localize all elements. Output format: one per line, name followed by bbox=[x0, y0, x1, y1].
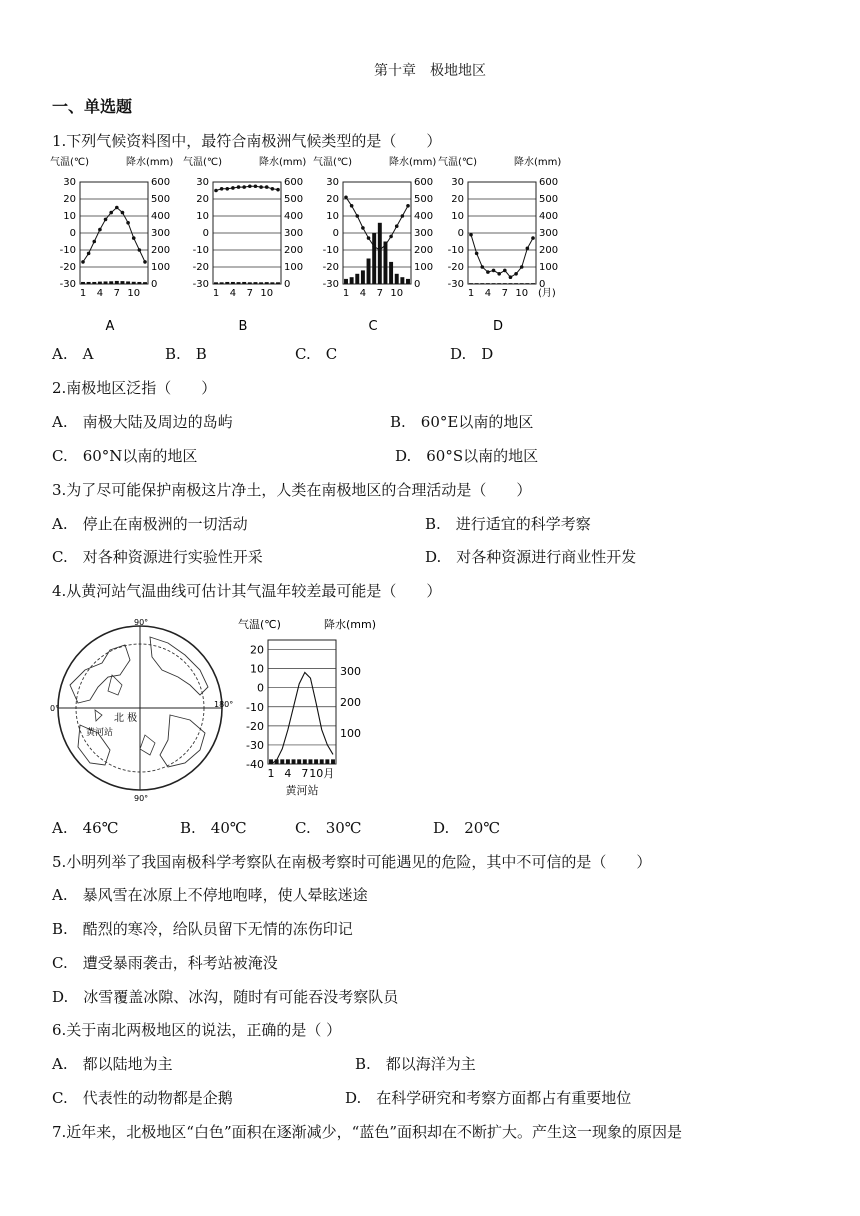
precip-bar bbox=[514, 283, 518, 284]
precip-bar bbox=[109, 281, 113, 284]
precip-tick-label: 400 bbox=[151, 211, 171, 222]
q4-option-c[interactable]: C. 30℃ bbox=[295, 819, 362, 837]
month-tick-label: 1 bbox=[342, 288, 350, 299]
temp-point bbox=[344, 196, 348, 200]
temp-point bbox=[92, 240, 96, 244]
temp-tick-label: -20 bbox=[192, 262, 209, 273]
station-temp-tick: 10 bbox=[250, 662, 264, 676]
climate-chart-d bbox=[438, 155, 561, 334]
month-tick-label: 10 bbox=[390, 288, 404, 299]
temp-point bbox=[526, 247, 530, 251]
temp-point bbox=[126, 221, 130, 225]
station-month-tick: 4 bbox=[284, 767, 292, 780]
precip-tick-label: 0 bbox=[539, 279, 546, 290]
station-month-tick: 1 bbox=[267, 767, 275, 780]
precip-tick-label: 500 bbox=[414, 194, 434, 205]
temp-point bbox=[104, 218, 108, 222]
precip-tick-label: 500 bbox=[539, 194, 559, 205]
temp-point bbox=[406, 204, 410, 208]
q2-option-c[interactable]: C. 60°N以南的地区 bbox=[52, 447, 198, 465]
precip-bar bbox=[126, 281, 130, 284]
q3-option-b[interactable]: B. 进行适宜的科学考察 bbox=[425, 515, 591, 533]
temp-tick-label: -30 bbox=[322, 279, 339, 290]
precip-tick-label: 600 bbox=[284, 177, 304, 188]
station-plot-frame bbox=[268, 640, 336, 764]
q6-option-a[interactable]: A. 都以陆地为主 bbox=[52, 1055, 173, 1073]
temp-tick-label: 10 bbox=[451, 211, 464, 222]
precip-tick-label: 200 bbox=[414, 245, 434, 256]
temp-point bbox=[361, 226, 365, 230]
precip-bar bbox=[486, 283, 490, 284]
precip-bar bbox=[115, 281, 119, 284]
temp-point bbox=[401, 214, 405, 218]
precip-bar bbox=[248, 282, 252, 284]
temp-point bbox=[475, 252, 479, 256]
station-precip-axis-label: 降水(mm) bbox=[324, 618, 377, 631]
station-month-tick: 7 bbox=[301, 767, 309, 780]
page-title: 第十章 极地地区 bbox=[374, 63, 486, 79]
temp-point bbox=[220, 187, 224, 191]
temp-point bbox=[132, 236, 136, 240]
map-label-station: 黄河站 bbox=[86, 728, 114, 738]
precip-tick-label: 600 bbox=[151, 177, 171, 188]
temp-point bbox=[514, 272, 518, 276]
precip-bar bbox=[225, 282, 229, 284]
precip-bar bbox=[497, 283, 501, 284]
month-tick-label: 7 bbox=[501, 288, 509, 299]
precip-bar bbox=[132, 282, 136, 284]
precip-bar bbox=[475, 283, 479, 284]
temp-tick-label: -20 bbox=[447, 262, 464, 273]
precip-tick-label: 100 bbox=[151, 262, 171, 273]
q4-option-a[interactable]: A. 46℃ bbox=[52, 819, 119, 837]
precip-tick-label: 600 bbox=[539, 177, 559, 188]
precip-tick-label: 0 bbox=[414, 279, 421, 290]
precip-tick-label: 100 bbox=[539, 262, 559, 273]
month-tick-label: 10 bbox=[515, 288, 529, 299]
temp-point bbox=[121, 211, 125, 215]
temp-point bbox=[497, 272, 501, 276]
station-precip-bar bbox=[280, 759, 284, 764]
precip-bar bbox=[395, 274, 399, 284]
temp-point bbox=[503, 269, 507, 273]
station-temp-tick: -30 bbox=[246, 738, 264, 752]
temp-tick-label: 10 bbox=[326, 211, 339, 222]
temp-line bbox=[346, 197, 408, 250]
chart-caption: B bbox=[238, 319, 248, 334]
question-6-stem: 6.关于南北两极地区的说法，正确的是（ ） bbox=[52, 1021, 342, 1039]
precip-tick-label: 600 bbox=[414, 177, 434, 188]
temp-axis-label: 气温(℃) bbox=[50, 157, 90, 168]
temp-tick-label: 0 bbox=[202, 228, 209, 239]
q2-option-d[interactable]: D. 60°S以南的地区 bbox=[395, 447, 539, 465]
precip-tick-label: 300 bbox=[284, 228, 304, 239]
question-1-stem: 1.下列气候资料图中，最符合南极洲气候类型的是（ ） bbox=[52, 132, 442, 150]
temp-line bbox=[216, 186, 278, 190]
month-tick-label: 7 bbox=[376, 288, 384, 299]
map-label-0: 0° bbox=[50, 704, 60, 713]
q3-option-a[interactable]: A. 停止在南极洲的一切活动 bbox=[52, 515, 248, 533]
precip-bar bbox=[367, 259, 371, 285]
q6-option-d[interactable]: D. 在科学研究和考察方面都占有重要地位 bbox=[345, 1089, 632, 1107]
station-temp-tick: -20 bbox=[246, 719, 264, 733]
temp-point bbox=[265, 185, 269, 189]
precip-bar bbox=[214, 282, 218, 284]
temp-point bbox=[480, 265, 484, 269]
temp-point bbox=[214, 189, 218, 193]
precip-bar bbox=[265, 282, 269, 284]
precip-bar bbox=[355, 274, 359, 284]
question-2-stem: 2.南极地区泛指（ ） bbox=[52, 379, 217, 397]
climate-chart-a bbox=[50, 155, 173, 334]
temp-point bbox=[492, 269, 496, 273]
precip-bar bbox=[137, 282, 141, 284]
temp-line bbox=[471, 235, 533, 278]
temp-point bbox=[520, 265, 524, 269]
map-label-90-top: 90° bbox=[134, 618, 149, 627]
temp-point bbox=[395, 224, 399, 228]
precip-bar bbox=[259, 282, 263, 284]
precip-bar bbox=[400, 277, 404, 284]
q5-option-a[interactable]: A. 暴风雪在冰原上不停地咆哮，使人晕眩迷途 bbox=[52, 886, 368, 904]
precip-bar bbox=[372, 233, 376, 284]
temp-tick-label: 20 bbox=[196, 194, 209, 205]
temp-tick-label: 0 bbox=[457, 228, 464, 239]
q4-option-d[interactable]: D. 20℃ bbox=[433, 819, 501, 837]
precip-tick-label: 100 bbox=[414, 262, 434, 273]
station-precip-tick: 300 bbox=[340, 665, 361, 678]
precip-axis-label: 降水(mm) bbox=[259, 157, 307, 168]
precip-tick-label: 400 bbox=[284, 211, 304, 222]
precip-bar bbox=[378, 223, 382, 284]
temp-point bbox=[350, 204, 354, 208]
station-temp-tick: 0 bbox=[257, 681, 264, 695]
precip-tick-label: 400 bbox=[414, 211, 434, 222]
temp-tick-label: 0 bbox=[69, 228, 76, 239]
temp-point bbox=[389, 235, 393, 239]
precip-bar bbox=[406, 279, 410, 284]
temp-tick-label: 30 bbox=[326, 177, 339, 188]
temp-point bbox=[367, 236, 371, 240]
precip-tick-label: 300 bbox=[151, 228, 171, 239]
station-precip-bar bbox=[303, 759, 307, 764]
precip-bar bbox=[104, 281, 108, 284]
temp-tick-label: -30 bbox=[59, 279, 76, 290]
station-precip-bar bbox=[325, 759, 329, 764]
month-tick-label: 4 bbox=[96, 288, 104, 299]
precip-bar bbox=[120, 281, 124, 284]
month-tick-label: 1 bbox=[467, 288, 475, 299]
temp-point bbox=[486, 270, 490, 274]
chart-caption: C bbox=[368, 319, 378, 334]
precip-bar bbox=[469, 283, 473, 284]
section-heading: 一、单选题 bbox=[52, 97, 133, 116]
temp-tick-label: 30 bbox=[196, 177, 209, 188]
temp-point bbox=[355, 214, 359, 218]
precip-bar bbox=[531, 283, 535, 284]
station-month-tick: 10月 bbox=[309, 767, 335, 780]
precip-bar bbox=[389, 262, 393, 284]
precip-bar bbox=[87, 282, 91, 284]
temp-point bbox=[378, 248, 382, 252]
huanghe-station-chart bbox=[232, 612, 382, 802]
temp-point bbox=[271, 187, 275, 191]
precip-tick-label: 300 bbox=[414, 228, 434, 239]
precip-tick-label: 0 bbox=[151, 279, 158, 290]
month-unit-label: (月) bbox=[538, 288, 556, 299]
q3-option-c[interactable]: C. 对各种资源进行实验性开采 bbox=[52, 548, 263, 566]
q1-option-d[interactable]: D. D bbox=[450, 345, 494, 363]
precip-bar bbox=[503, 283, 507, 284]
precip-bar bbox=[143, 282, 147, 284]
precip-axis-label: 降水(mm) bbox=[514, 157, 562, 168]
climate-charts-figure bbox=[48, 150, 588, 340]
temp-tick-label: -30 bbox=[447, 279, 464, 290]
precip-bar bbox=[92, 282, 96, 284]
temp-axis-label: 气温(℃) bbox=[183, 157, 223, 168]
precip-axis-label: 降水(mm) bbox=[389, 157, 437, 168]
temp-point bbox=[98, 228, 102, 232]
temp-tick-label: 0 bbox=[332, 228, 339, 239]
precip-tick-label: 200 bbox=[151, 245, 171, 256]
q6-option-c[interactable]: C. 代表性的动物都是企鹅 bbox=[52, 1089, 233, 1107]
temp-point bbox=[372, 245, 376, 249]
temp-tick-label: -20 bbox=[322, 262, 339, 273]
station-precip-bar bbox=[314, 759, 318, 764]
station-temp-axis-label: 气温(℃) bbox=[238, 618, 281, 631]
temp-axis-label: 气温(℃) bbox=[438, 157, 478, 168]
temp-tick-label: 10 bbox=[196, 211, 209, 222]
temp-tick-label: 30 bbox=[63, 177, 76, 188]
map-label-90-bottom: 90° bbox=[134, 794, 149, 803]
temp-point bbox=[276, 188, 280, 192]
station-precip-bar bbox=[286, 759, 290, 764]
station-precip-bar bbox=[308, 759, 312, 764]
precip-bar bbox=[220, 282, 224, 284]
temp-tick-label: -20 bbox=[59, 262, 76, 273]
precip-tick-label: 500 bbox=[284, 194, 304, 205]
precip-tick-label: 100 bbox=[284, 262, 304, 273]
precip-tick-label: 200 bbox=[539, 245, 559, 256]
temp-point bbox=[242, 185, 246, 189]
month-tick-label: 4 bbox=[359, 288, 367, 299]
q2-option-b[interactable]: B. 60°E以南的地区 bbox=[390, 413, 534, 431]
precip-bar bbox=[81, 282, 85, 284]
q1-option-a[interactable]: A. A bbox=[52, 345, 94, 363]
temp-point bbox=[143, 260, 147, 264]
temp-axis-label: 气温(℃) bbox=[313, 157, 353, 168]
station-precip-tick: 200 bbox=[340, 696, 361, 709]
precip-bar bbox=[361, 270, 365, 284]
temp-tick-label: -10 bbox=[447, 245, 464, 256]
q3-option-d[interactable]: D. 对各种资源进行商业性开发 bbox=[425, 548, 637, 566]
temp-point bbox=[254, 184, 258, 188]
q5-option-c[interactable]: C. 遭受暴雨袭击，科考站被淹没 bbox=[52, 954, 278, 972]
temp-point bbox=[81, 260, 85, 264]
map-label-180: 180° bbox=[214, 700, 234, 709]
precip-tick-label: 400 bbox=[539, 211, 559, 222]
station-temp-tick: 20 bbox=[250, 643, 264, 657]
precip-bar bbox=[98, 282, 102, 284]
month-tick-label: 7 bbox=[113, 288, 121, 299]
q5-option-b[interactable]: B. 酷烈的寒冷，给队员留下无情的冻伤印记 bbox=[52, 920, 353, 938]
precip-bar bbox=[492, 283, 496, 284]
precip-bar bbox=[344, 279, 348, 284]
climate-chart-b bbox=[183, 155, 306, 334]
q1-option-b[interactable]: B. B bbox=[165, 345, 207, 363]
temp-point bbox=[509, 275, 513, 279]
q6-option-b[interactable]: B. 都以海洋为主 bbox=[355, 1055, 476, 1073]
precip-bar bbox=[270, 282, 274, 284]
temp-point bbox=[237, 185, 241, 189]
temp-point bbox=[469, 233, 473, 237]
precip-tick-label: 0 bbox=[284, 279, 291, 290]
precip-bar bbox=[242, 282, 246, 284]
temp-tick-label: 10 bbox=[63, 211, 76, 222]
q5-option-d[interactable]: D. 冰雪覆盖冰隙、冰沟，随时有可能吞没考察队员 bbox=[52, 988, 399, 1006]
map-label-pole: 北 极 bbox=[114, 713, 138, 724]
station-temp-line bbox=[271, 672, 333, 764]
temp-point bbox=[248, 184, 252, 188]
precip-bar bbox=[231, 282, 235, 284]
arctic-map-figure bbox=[50, 615, 234, 805]
station-precip-bar bbox=[292, 759, 296, 764]
temp-point bbox=[87, 252, 91, 256]
month-tick-label: 4 bbox=[229, 288, 237, 299]
station-chart-caption: 黄河站 bbox=[285, 784, 319, 797]
temp-tick-label: 20 bbox=[326, 194, 339, 205]
station-temp-tick: -40 bbox=[246, 758, 264, 771]
question-5-stem: 5.小明列举了我国南极科学考察队在南极考察时可能遇见的危险，其中不可信的是（ ） bbox=[52, 853, 652, 871]
precip-bar bbox=[253, 282, 257, 284]
month-tick-label: 1 bbox=[79, 288, 87, 299]
precip-tick-label: 500 bbox=[151, 194, 171, 205]
temp-point bbox=[115, 206, 119, 210]
precip-bar bbox=[525, 283, 529, 284]
temp-point bbox=[231, 186, 235, 190]
precip-bar bbox=[237, 282, 241, 284]
month-tick-label: 10 bbox=[260, 288, 274, 299]
precip-bar bbox=[383, 242, 387, 285]
question-4-stem: 4.从黄河站气温曲线可估计其气温年较差最可能是（ ） bbox=[52, 582, 442, 600]
temp-tick-label: -30 bbox=[192, 279, 209, 290]
temp-tick-label: -10 bbox=[192, 245, 209, 256]
temp-tick-label: -10 bbox=[59, 245, 76, 256]
question-3-stem: 3.为了尽可能保护南极这片净土，人类在南极地区的合理活动是（ ） bbox=[52, 481, 532, 499]
month-tick-label: 4 bbox=[484, 288, 492, 299]
temp-tick-label: 20 bbox=[451, 194, 464, 205]
station-precip-bar bbox=[297, 759, 301, 764]
precip-axis-label: 降水(mm) bbox=[126, 157, 174, 168]
question-7-stem: 7.近年来，北极地区“白色”面积在逐渐减少，“蓝色”面积却在不断扩大。产生这一现象的原因是 bbox=[52, 1123, 682, 1141]
chart-caption: D bbox=[492, 319, 504, 334]
temp-point bbox=[259, 185, 263, 189]
temp-point bbox=[384, 243, 388, 247]
month-tick-label: 7 bbox=[246, 288, 254, 299]
chart-caption: A bbox=[105, 319, 115, 334]
precip-tick-label: 300 bbox=[539, 228, 559, 239]
precip-bar bbox=[350, 277, 354, 284]
precip-tick-label: 200 bbox=[284, 245, 304, 256]
precip-bar bbox=[508, 283, 512, 284]
climate-chart-c bbox=[313, 155, 436, 334]
temp-tick-label: 30 bbox=[451, 177, 464, 188]
q1-option-c[interactable]: C. C bbox=[295, 345, 338, 363]
q4-option-b[interactable]: B. 40℃ bbox=[180, 819, 247, 837]
precip-bar bbox=[276, 282, 280, 284]
temp-tick-label: -10 bbox=[322, 245, 339, 256]
q2-option-a[interactable]: A. 南极大陆及周边的岛屿 bbox=[52, 413, 233, 431]
station-temp-tick: -10 bbox=[246, 700, 264, 714]
month-tick-label: 10 bbox=[127, 288, 141, 299]
temp-tick-label: 20 bbox=[63, 194, 76, 205]
station-precip-bar bbox=[331, 759, 335, 764]
temp-point bbox=[531, 236, 535, 240]
temp-point bbox=[138, 248, 142, 252]
station-precip-bar bbox=[320, 759, 324, 764]
month-tick-label: 1 bbox=[212, 288, 220, 299]
precip-bar bbox=[480, 283, 484, 284]
temp-point bbox=[109, 211, 113, 215]
precip-bar bbox=[520, 283, 524, 284]
station-precip-tick: 100 bbox=[340, 727, 361, 740]
temp-point bbox=[225, 187, 229, 191]
